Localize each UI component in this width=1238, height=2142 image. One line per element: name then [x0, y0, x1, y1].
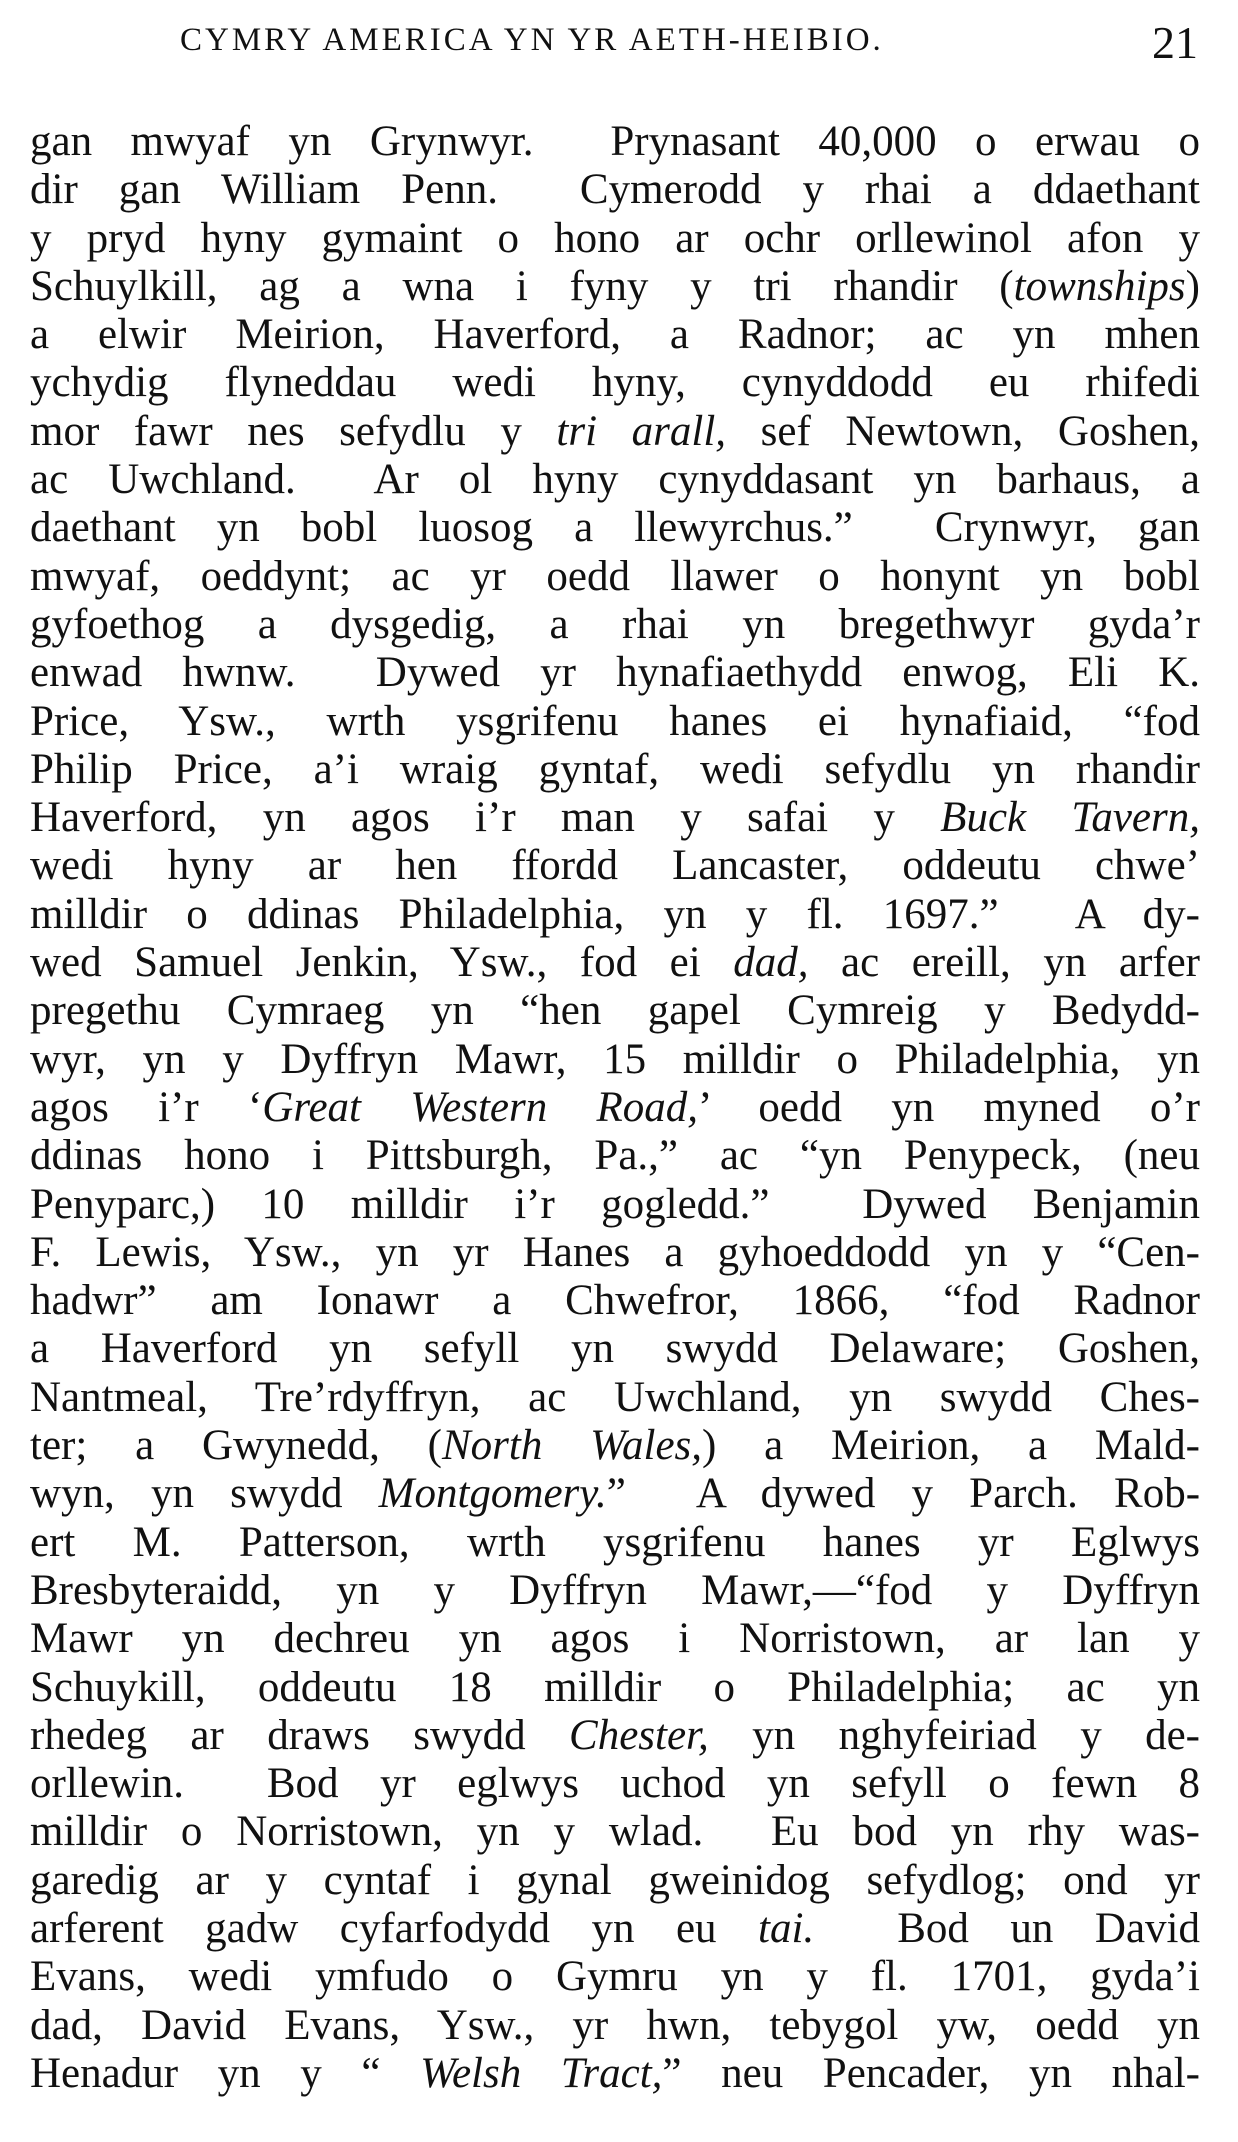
text-segment: Haverford, yn agos i’r man y safai y — [30, 794, 941, 842]
text-line — [30, 215, 1200, 263]
text-segment: Price, Ysw., wrth ysgrifenu hanes ei hynafiaid, “fod — [30, 697, 1200, 745]
text-segment: Schuykill, oddeutu 18 milldir o Philadelphia; ac yn — [30, 1663, 1200, 1711]
text-line — [30, 263, 1200, 311]
text-segment: Henadur yn y “ — [30, 2049, 421, 2097]
text-line — [30, 698, 1200, 746]
text-segment: Evans, wedi ymfudo o Gymru yn y fl. 1701, gyda’i — [30, 1953, 1200, 2001]
text-line — [30, 842, 1200, 890]
text-segment: Penyparc,) 10 milldir i’r gogledd.” Dywed Benjamin — [30, 1180, 1200, 1228]
text-line — [30, 794, 1200, 842]
text-line — [30, 1229, 1200, 1277]
text-line — [30, 987, 1200, 1035]
text-segment: Schuylkill, ag a wna i fyny y tri rhandir ( — [30, 262, 1014, 310]
text-segment: ) a Meirion, a Mald- — [702, 1422, 1200, 1470]
italic-text-segment: North Wales, — [441, 1422, 703, 1470]
text-line — [30, 601, 1200, 649]
text-line — [30, 1325, 1200, 1373]
italic-text-segment: Montgomery. — [378, 1470, 607, 1518]
italic-text-segment: Chester, — [569, 1711, 709, 1759]
text-line — [30, 1422, 1200, 1470]
text-line — [30, 1277, 1200, 1325]
text-segment: Bod un David — [814, 1904, 1200, 1952]
text-segment: ’ oedd yn myned o’r — [698, 1083, 1201, 1131]
body-text — [30, 118, 1200, 2098]
text-line — [30, 1470, 1200, 1518]
text-segment: arferent gadw cyfarfodydd yn eu — [30, 1904, 759, 1952]
italic-text-segment: Welsh Tract, — [420, 2049, 663, 2097]
text-segment: agos i’r ‘ — [30, 1083, 263, 1131]
text-segment: yn nghyfeiriad y de- — [708, 1711, 1201, 1759]
text-line — [30, 746, 1200, 794]
text-line — [30, 166, 1200, 214]
text-segment: garedig ar y cyntaf i gynal gweinidog sefydlog; ond yr — [30, 1856, 1200, 1904]
text-segment: mor fawr nes sefydlu y — [30, 407, 557, 455]
text-line — [30, 1760, 1200, 1808]
text-segment: hadwr” am Ionawr a Chwefror, 1866, “fod Radnor — [30, 1277, 1200, 1325]
text-segment: Bresbyteraidd, yn y Dyffryn Mawr,—“fod y Dyffryn — [30, 1566, 1200, 1614]
text-line — [30, 311, 1200, 359]
text-segment: enwad hwnw. Dywed yr hynafiaethydd enwog, Eli K. — [30, 649, 1200, 697]
italic-text-segment: tri arall, — [556, 407, 727, 455]
text-line — [30, 408, 1200, 456]
text-line — [30, 1857, 1200, 1905]
italic-text-segment: tai. — [758, 1904, 815, 1952]
text-segment: wyr, yn y Dyffryn Mawr, 15 milldir o Philadelphia, yn — [30, 1035, 1200, 1083]
text-segment: ac Uwchland. Ar ol hyny cynyddasant yn barhaus, a — [30, 456, 1200, 504]
running-title: CYMRY AMERICA YN YR AETH-HEIBIO. — [180, 22, 884, 58]
text-segment: wed Samuel Jenkin, Ysw., fod ei — [30, 939, 734, 987]
text-segment: sef Newtown, Goshen, — [726, 407, 1201, 455]
text-line — [30, 1615, 1200, 1663]
text-line — [30, 1905, 1200, 1953]
text-segment: dir gan William Penn. Cymerodd y rhai a ddaethant — [30, 166, 1200, 214]
text-line — [30, 1953, 1200, 2001]
text-segment: dad, David Evans, Ysw., yr hwn, tebygol yw, oedd yn — [30, 2001, 1200, 2049]
text-line — [30, 2050, 1200, 2098]
text-segment: ddinas hono i Pittsburgh, Pa.,” ac “yn Penypeck, (neu — [30, 1132, 1200, 1180]
text-segment: wedi hyny ar hen ffordd Lancaster, oddeutu chwe’ — [30, 842, 1200, 890]
text-line — [30, 1374, 1200, 1422]
text-segment: F. Lewis, Ysw., yn yr Hanes a gyhoeddodd yn y “Cen- — [30, 1228, 1200, 1276]
text-segment: mwyaf, oeddynt; ac yr oedd llawer o honynt yn bobl — [30, 552, 1200, 600]
text-line — [30, 118, 1200, 166]
text-line — [30, 1084, 1200, 1132]
text-segment: ” A dywed y Parch. Rob- — [606, 1470, 1201, 1518]
text-line — [30, 649, 1200, 697]
text-line — [30, 1181, 1200, 1229]
text-line — [30, 1036, 1200, 1084]
text-line — [30, 504, 1200, 552]
text-segment: ac ereill, yn arfer — [808, 939, 1201, 987]
text-segment: y pryd hyny gymaint o hono ar ochr orllewinol afon y — [30, 214, 1200, 262]
text-segment: ert M. Patterson, wrth ysgrifenu hanes yr Eglwys — [30, 1518, 1200, 1566]
italic-text-segment: dad, — [733, 939, 809, 987]
text-segment: a Haverford yn sefyll yn swydd Delaware; Goshen, — [30, 1325, 1200, 1373]
text-line — [30, 1808, 1200, 1856]
text-line — [30, 891, 1200, 939]
text-segment: gyfoethog a dysgedig, a rhai yn bregethwyr gyda’r — [30, 600, 1200, 648]
text-segment: wyn, yn swydd — [30, 1470, 379, 1518]
text-segment: Mawr yn dechreu yn agos i Norristown, ar lan y — [30, 1615, 1200, 1663]
page-number: 21 — [1152, 17, 1198, 68]
italic-text-segment: Great Western Road, — [262, 1083, 699, 1131]
text-segment: daethant yn bobl luosog a llewyrchus.” Crynwyr, gan — [30, 504, 1200, 552]
text-segment: ychydig flyneddau wedi hyny, cynyddodd eu rhifedi — [30, 359, 1200, 407]
text-segment: milldir o ddinas Philadelphia, yn y fl. 1697.” A dy- — [30, 890, 1200, 938]
text-line — [30, 1712, 1200, 1760]
running-header — [30, 14, 1210, 70]
italic-text-segment: Buck Tavern, — [940, 794, 1200, 842]
text-segment: a elwir Meirion, Haverford, a Radnor; ac yn mhen — [30, 311, 1200, 359]
text-segment: orllewin. Bod yr eglwys uchod yn sefyll o fewn 8 — [30, 1760, 1200, 1808]
text-line — [30, 1519, 1200, 1567]
text-segment: Philip Price, a’i wraig gyntaf, wedi sefydlu yn rhandir — [30, 745, 1200, 793]
text-segment: ter; a Gwynedd, ( — [30, 1422, 442, 1470]
text-line — [30, 1132, 1200, 1180]
text-line — [30, 939, 1200, 987]
italic-text-segment: townships — [1013, 262, 1186, 310]
text-segment: milldir o Norristown, yn y wlad. Eu bod yn rhy was- — [30, 1808, 1200, 1856]
text-segment: gan mwyaf yn Grynwyr. Prynasant 40,000 o erwau o — [30, 118, 1200, 165]
text-line — [30, 1664, 1200, 1712]
text-segment: pregethu Cymraeg yn “hen gapel Cymreig y Bedydd- — [30, 987, 1200, 1035]
text-line — [30, 359, 1200, 407]
text-line — [30, 1567, 1200, 1615]
text-line — [30, 553, 1200, 601]
text-segment: ” neu Pencader, yn nhal- — [662, 2049, 1200, 2097]
text-line — [30, 456, 1200, 504]
text-line — [30, 2002, 1200, 2050]
text-segment: ) — [1185, 262, 1200, 310]
text-segment: rhedeg ar draws swydd — [30, 1711, 570, 1759]
text-segment: Nantmeal, Tre’rdyffryn, ac Uwchland, yn swydd Ches- — [30, 1373, 1200, 1421]
